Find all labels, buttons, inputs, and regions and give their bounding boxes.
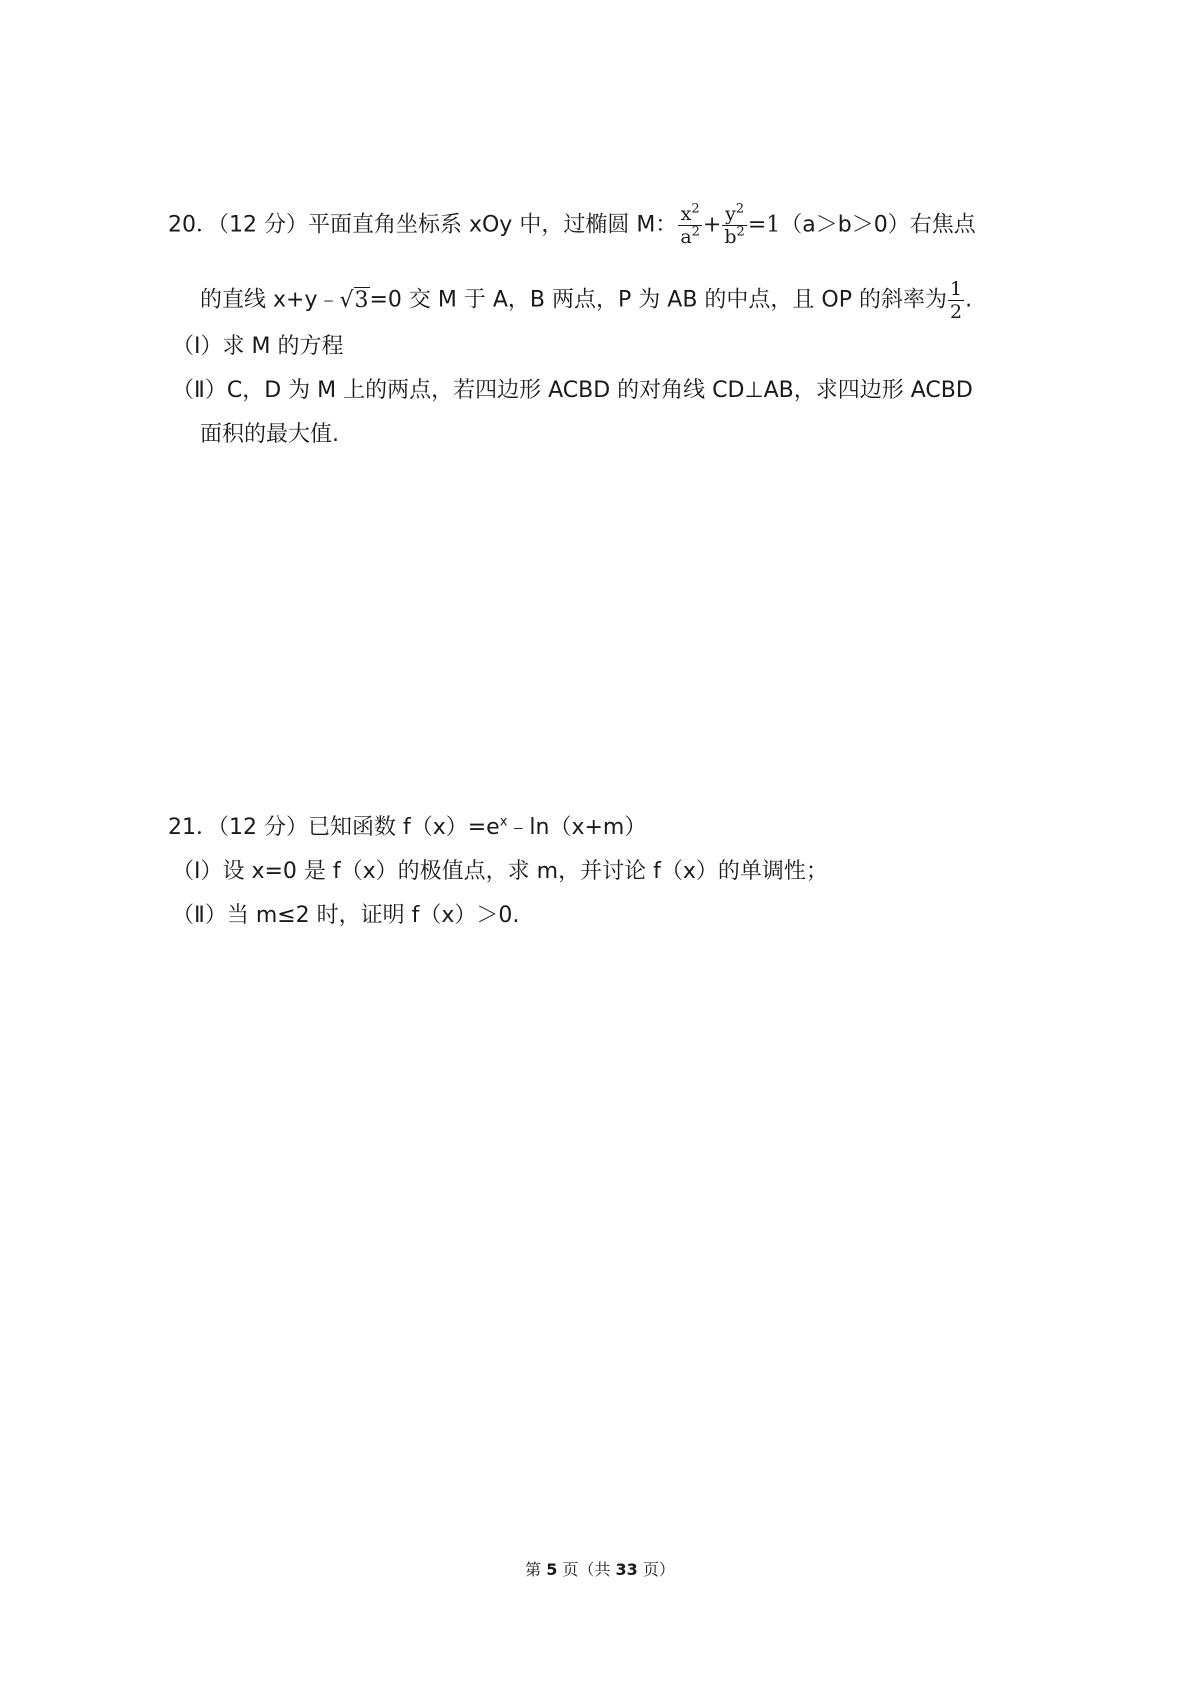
question-20-condition: （a＞b＞0）右焦点 [780,212,976,238]
sqrt-3: √3 [339,287,369,313]
plus-sign: + [702,212,722,238]
equals-one: =1 [747,212,781,238]
footer-middle: 页（共 [557,1560,616,1579]
frac2-denominator: b [724,226,737,248]
question-21-line-1 [168,813,646,843]
question-20-lead: 20．（12 分）平面直角坐标系 xOy 中，过椭圆 M： [168,212,678,238]
frac1-numerator: x [680,203,692,225]
frac1-numerator-exponent: 2 [691,201,700,217]
frac2-numerator-exponent: 2 [735,201,745,217]
frac2-numerator: y [725,203,736,225]
footer-suffix: 页） [637,1560,675,1579]
question-20-line2-start: 的直线 x+y﹣ [200,287,340,313]
footer-prefix: 第 [525,1560,547,1579]
question-20-part-2: （Ⅱ）C，D 为 M 上的两点，若四边形 ACBD 的对角线 CD⊥AB，求四边形 ACBD [172,378,973,403]
question-20-part-2-continued: 面积的最大值. [200,422,339,447]
question-21-part-2: （Ⅱ）当 m≤2 时，证明 f（x）＞0. [172,903,520,928]
question-21-part-1: （I）设 x=0 是 f（x）的极值点，求 m，并讨论 f（x）的单调性； [172,859,828,884]
question-20-line2-middle: =0 交 M 于 A，B 两点，P 为 AB 的中点，且 OP 的斜率为 [369,287,947,313]
question-21-lead-tail: ﹣ln（x+m） [507,815,647,840]
page-footer [0,1557,1200,1580]
exponent-x: x [499,814,508,830]
frac2-denominator-exponent: 2 [736,224,745,240]
frac1-denominator: a [680,226,692,248]
sqrt-radicand: 3 [354,287,369,313]
footer-total-pages: 33 [615,1560,638,1579]
half-denominator: 2 [949,301,963,323]
question-20-part-1: （Ⅰ）求 M 的方程 [172,334,344,359]
fraction-y2-over-b2 [722,203,746,248]
question-20-line-2 [200,278,972,323]
fraction-x2-over-a2 [678,203,702,248]
half-numerator: 1 [949,278,963,300]
question-21-lead: 21．（12 分）已知函数 f（x）=e [168,815,500,840]
question-20-line-1 [168,203,976,248]
frac1-denominator-exponent: 2 [691,224,700,240]
footer-page-number: 5 [546,1560,558,1579]
fraction-one-half [948,278,964,323]
question-20-line2-end: . [965,287,973,313]
